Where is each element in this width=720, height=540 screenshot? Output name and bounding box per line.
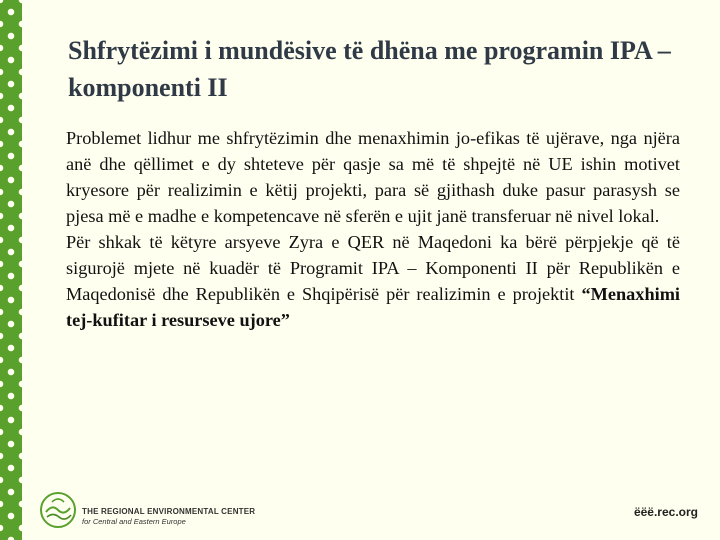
project-name: “Menaxhimi tej-kufitar i resurseve ujore” — [66, 284, 680, 330]
rec-logo-icon — [38, 490, 78, 530]
rec-logo — [38, 490, 278, 530]
org-subtitle: for Central and Eastern Europe — [82, 517, 186, 526]
paragraph-2-text: Për shkak të këtyre arsyeve Zyra e QER në Maqedoni ka bërë përpjekje që të sigurojë mjete në kuadër të Programit IPA – Komponenti II për Republikën e Maqedonisë dhe Republikën e Shqipërisë për realizimin e projektit — [66, 232, 680, 304]
paragraph-2 — [66, 229, 680, 333]
decorative-side-stripe — [0, 0, 22, 540]
paragraph-1: Problemet lidhur me shfrytëzimin dhe menaxhimin jo-efikas të ujërave, nga njëra anë dhe qëllimet e dy shteteve për qasje sa më të shpejtë në UE ishin motivet kryesore për realizimin e këtij projekti, para së gjithash duke pasur parasysh se pjesa më e madhe e kompetencave në sferën e ujit janë transferuar në nivel lokal. — [66, 128, 680, 226]
org-name: THE REGIONAL ENVIRONMENTAL CENTER — [82, 507, 256, 516]
slide-title: Shfrytëzimi i mundësive të dhëna me programin IPA – komponenti II — [68, 36, 671, 102]
website-url[interactable]: ëëë.rec.org — [633, 505, 698, 519]
slide-body — [66, 125, 680, 333]
